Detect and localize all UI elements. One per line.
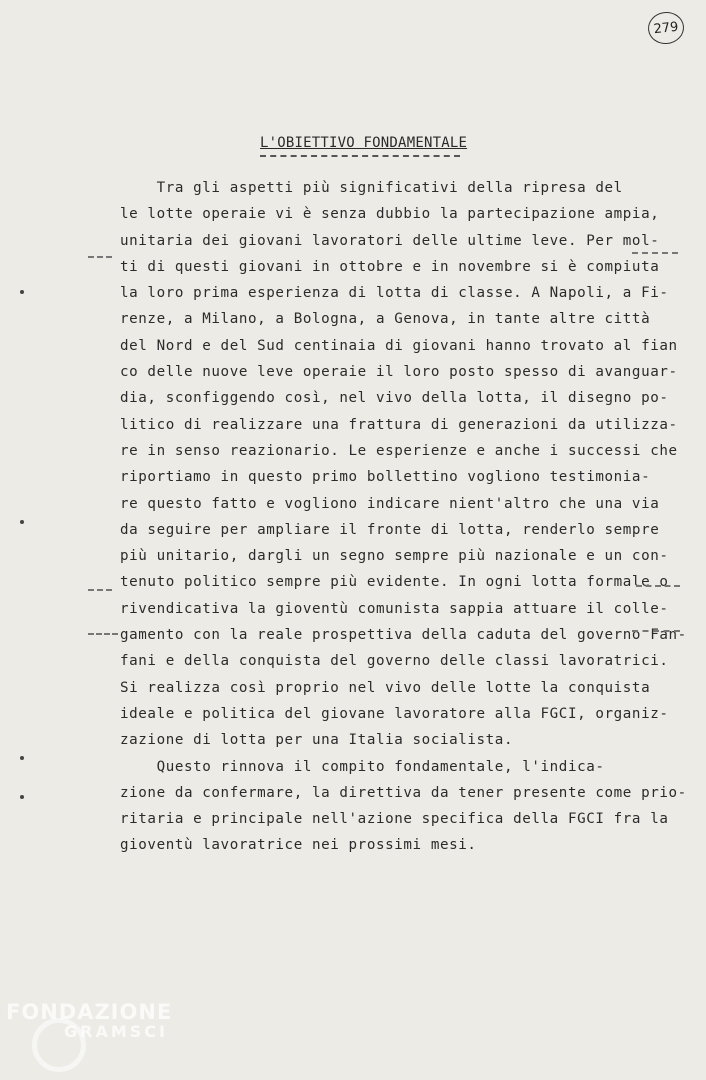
text-line: rivendicativa la gioventù comunista sappia attuare il colle- (120, 600, 669, 617)
text-line: re in senso reazionario. Le esperienze e anche i successi che (120, 442, 678, 459)
text-line: tenuto politico sempre più evidente. In ogni lotta formale o (120, 574, 669, 591)
text-line: zazione di lotta per una Italia socialista. (120, 732, 514, 749)
margin-dot (20, 520, 24, 524)
paragraph-2 (120, 754, 687, 859)
text-line: Questo rinnova il compito fondamentale, l'indica- (120, 758, 605, 775)
page-number-stamp: 279 (646, 10, 685, 46)
margin-dot (20, 756, 24, 760)
text-line: co delle nuove leve operaie il loro posto spesso di avanguar- (120, 364, 678, 381)
text-line: dia, sconfiggendo così, nel vivo della lotta, il disegno po- (120, 390, 669, 407)
margin-mark (632, 630, 680, 632)
margin-mark (88, 589, 112, 591)
text-line: re questo fatto e vogliono indicare nient'altro che una via (120, 495, 660, 512)
archive-watermark (6, 1000, 172, 1041)
text-line: unitaria dei giovani lavoratori delle ultime leve. Per mol- (120, 232, 660, 249)
text-line: ideale e politica del giovane lavoratore alla FGCI, organiz- (120, 705, 669, 722)
text-line: Tra gli aspetti più significativi della ripresa del (120, 180, 623, 196)
text-line: gamento con la reale prospettiva della caduta del governo Fan- (120, 627, 687, 644)
document-title: L'OBIETTIVO FONDAMENTALE (260, 135, 468, 151)
text-line: renze, a Milano, a Bologna, a Genova, in tante altre città (120, 311, 651, 328)
text-line: del Nord e del Sud centinaia di giovani hanno trovato al fian (120, 337, 678, 354)
watermark-line1: FONDAZIONE (6, 1000, 173, 1024)
body-text (120, 175, 687, 859)
text-line: da seguire per ampliare il fronte di lotta, renderlo sempre (120, 521, 660, 538)
text-line: la loro prima esperienza di lotta di classe. A Napoli, a Fi- (120, 285, 669, 302)
margin-dot (20, 795, 24, 799)
text-line: fani e della conquista del governo delle classi lavoratrici. (120, 653, 669, 670)
margin-mark (88, 633, 118, 635)
text-line: riportiamo in questo primo bollettino vogliono testimonia- (120, 469, 651, 486)
text-line: più unitario, dargli un segno sempre più nazionale e un con- (120, 548, 669, 565)
paragraph-1 (120, 175, 687, 754)
watermark-line2: GRAMSCI (64, 1022, 168, 1041)
text-line: litico di realizzare una frattura di generazioni da utilizza- (120, 416, 678, 433)
margin-mark (632, 252, 678, 254)
margin-dot (20, 290, 24, 294)
title-underline (260, 155, 460, 157)
watermark-logo-icon (32, 1018, 86, 1072)
text-line: ti di questi giovani in ottobre e in novembre si è compiuta (120, 258, 660, 275)
margin-mark (636, 585, 680, 587)
margin-mark (88, 256, 112, 258)
text-line: ritaria e principale nell'azione specifica della FGCI fra la (120, 811, 669, 828)
text-line: zione da confermare, la direttiva da tener presente come prio- (120, 784, 687, 801)
text-line: le lotte operaie vi è senza dubbio la partecipazione ampia, (120, 206, 660, 223)
text-line: Si realizza così proprio nel vivo delle lotte la conquista (120, 679, 651, 696)
text-line: gioventù lavoratrice nei prossimi mesi. (120, 837, 477, 854)
